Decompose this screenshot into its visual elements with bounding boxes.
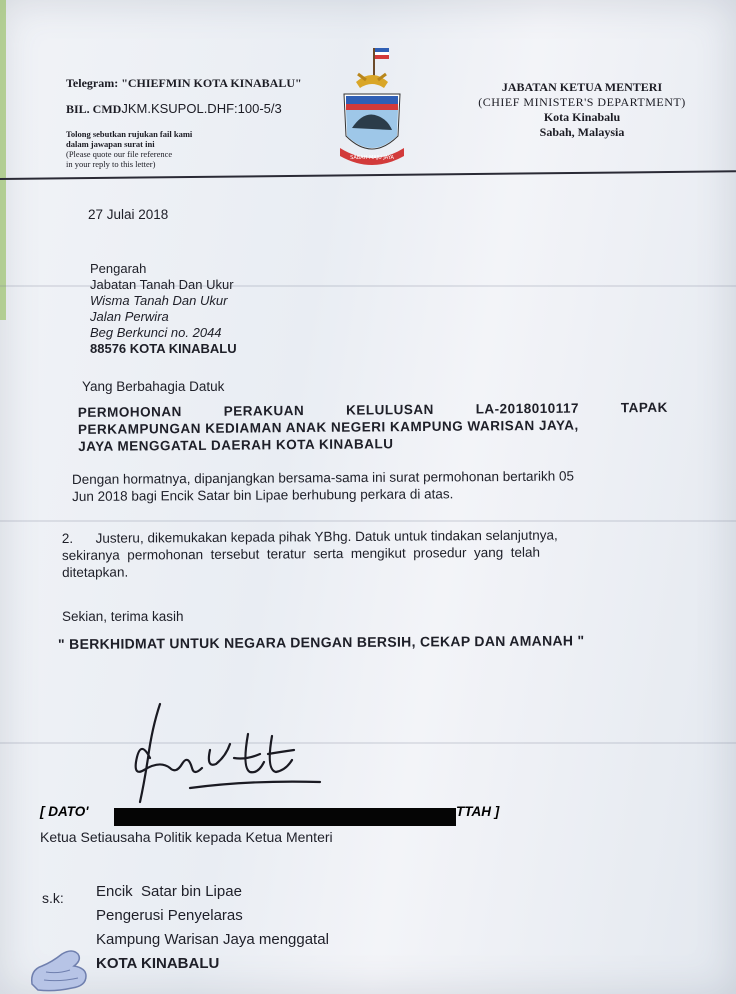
thumb-icon	[28, 944, 92, 994]
paragraph-line: sekiranya permohonan tersebut teratur serta mengikut prosedur yang telah	[61, 544, 541, 563]
paper-fold	[0, 520, 736, 522]
paragraph-2	[62, 526, 692, 581]
subject-line: PERKAMPUNGAN KEDIAMAN ANAK NEGERI KAMPUNG WARISAN JAYA,	[77, 417, 579, 437]
redaction-bar	[114, 808, 456, 826]
cc-label: s.k:	[42, 890, 64, 906]
file-ref-label: BIL. CMD	[66, 102, 122, 116]
file-ref-value: JKM.KSUPOL.DHF:100-5/3	[121, 101, 282, 116]
paragraph-line: 2. Justeru, dikemukakan kepada pihak YBhg. Datuk untuk tindakan selanjutnya,	[61, 527, 558, 547]
salutation: Yang Berbahagia Datuk	[82, 379, 225, 394]
subject-word: PERMOHONAN	[77, 404, 182, 421]
quote-note	[66, 129, 302, 169]
recipient-address	[90, 261, 237, 357]
telegram-line: Telegram: "CHIEFMIN KOTA KINABALU"	[66, 76, 302, 90]
crest-motto: SABAH MAJU JAYA	[350, 155, 394, 161]
address-line: Beg Berkunci no. 2044	[90, 325, 222, 340]
subject-word: TAPAK	[620, 399, 668, 416]
cc-recipient	[96, 880, 329, 976]
letter-date: 27 Julai 2018	[88, 207, 169, 222]
paragraph-line: Dengan hormatnya, dipanjangkan bersama-sama ini surat permohonan bertarikh 05	[71, 468, 575, 488]
paragraph-line: ditetapkan.	[62, 564, 129, 580]
quote-note-line: in your reply to this letter)	[66, 159, 156, 169]
address-line: Jabatan Tanah Dan Ukur	[90, 277, 234, 292]
quote-note-line: Tolong sebutkan rujukan fail kami	[66, 129, 193, 139]
address-line: 88576 KOTA KINABALU	[90, 341, 237, 356]
paragraph-1	[72, 467, 682, 505]
signatory-name-prefix: [ DATO'	[40, 804, 89, 819]
subject-word: KELULUSAN	[345, 401, 434, 418]
motto: " BERKHIDMAT UNTUK NEGARA DENGAN BERSIH, CEKAP DAN AMANAH "	[57, 632, 585, 652]
closing-line: Sekian, terima kasih	[62, 609, 184, 624]
signatory-name-suffix: TTAH ]	[456, 804, 500, 819]
address-line: Jalan Perwira	[90, 309, 169, 324]
file-reference	[66, 101, 302, 117]
background-edge	[0, 0, 6, 320]
department-name: JABATAN KETUA MENTERI	[501, 80, 663, 94]
department-name-english: (CHIEF MINISTER'S DEPARTMENT)	[478, 95, 686, 109]
signatory-title: Ketua Setiausaha Politik kepada Ketua Menteri	[40, 829, 333, 845]
letterhead-right	[462, 80, 702, 140]
cc-line: Pengerusi Penyelaras	[96, 907, 243, 924]
quote-note-line: (Please quote our file reference	[66, 149, 173, 159]
signature-icon	[130, 698, 340, 808]
letterhead-left	[66, 76, 302, 169]
sabah-crest-icon	[334, 44, 410, 174]
paragraph-line: Jun 2018 bagi Encik Satar bin Lipae berhubung perkara di atas.	[72, 486, 454, 504]
letter-subject	[78, 399, 668, 455]
paper-fold	[0, 742, 736, 744]
address-line: Pengarah	[90, 261, 147, 276]
quote-note-line: dalam jawapan surat ini	[66, 139, 155, 149]
cc-line: Encik Satar bin Lipae	[96, 883, 242, 900]
cc-line: KOTA KINABALU	[96, 955, 220, 972]
subject-word: PERAKUAN	[223, 403, 305, 419]
subject-word: LA-2018010117	[475, 400, 580, 417]
address-line: Wisma Tanah Dan Ukur	[90, 293, 228, 308]
cc-line: Kampung Warisan Jaya menggatal	[96, 931, 329, 948]
subject-line: JAYA MENGGATAL DAERAH KOTA KINABALU	[78, 436, 394, 454]
department-state: Sabah, Malaysia	[539, 125, 625, 139]
department-city: Kota Kinabalu	[543, 110, 621, 124]
